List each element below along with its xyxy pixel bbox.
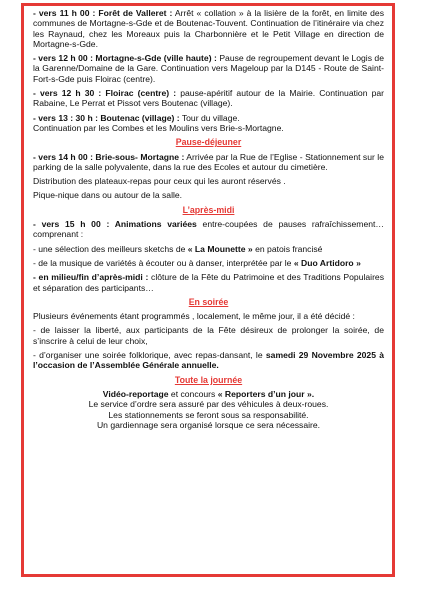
line-stationnements: Les stationnements se feront sous sa responsabilité.: [108, 409, 309, 420]
item-text: clôture de la Fête du Patrimoine et des Traditions Populaires et séparation des participants…: [33, 272, 385, 293]
list-item-soiree-folklorique: [33, 350, 384, 371]
item-bold: « Duo Artidoro »: [293, 257, 361, 268]
paragraph-brie: [33, 152, 384, 173]
time-heading: - vers 13 : 30 h : Boutenac (village) :: [33, 112, 180, 123]
time-heading: - en milieu/fin d’après-midi :: [33, 272, 149, 283]
line-gardiennage: Un gardiennage sera organisé lorsque ce sera nécessaire.: [96, 419, 321, 430]
list-item-cloture: [33, 272, 384, 293]
list-item-liberte: - de laisser la liberté, aux participants de la Fête désireux de prolonger la soirée, de s’inscrire à celui de leur choix,: [33, 325, 384, 346]
paragraph-animations: [33, 219, 384, 240]
time-heading: - vers 11 h 00 : Forêt de Valleret :: [33, 8, 173, 18]
paragraph-pique-nique: Pique-nique dans ou autour de la salle.: [33, 190, 183, 201]
time-heading: - vers 15 h 00 : Animations variées: [33, 219, 197, 230]
section-heading-pause-dejeuner: Pause-déjeuner: [175, 137, 242, 148]
section-heading-en-soiree: En soirée: [188, 296, 229, 307]
paragraph-distribution: Distribution des plateaux-repas pour ceux qui les auront réservés .: [33, 176, 286, 187]
paragraph-text: pause-apéritif autour de la Mairie. Continuation par Rabaine, Le Perrat et Pissot vers Boutenac (village).: [33, 88, 384, 109]
item-text: - une sélection des meilleurs sketchs de: [33, 243, 188, 254]
item-text: et concours: [168, 388, 218, 399]
section-heading-apres-midi: L’après-midi: [182, 204, 235, 215]
paragraph-boutenac-continuation: Continuation par les Combes et les Moulins vers Brie-s-Mortagne.: [33, 122, 284, 133]
paragraph-mortagne: [33, 53, 384, 84]
item-text: - d’organiser une soirée folklorique, avec repas-dansant, le: [33, 350, 266, 361]
paragraph-text: Tour du village.: [179, 112, 240, 123]
paragraph-text: entre-coupées de pauses rafraîchissement… comprenant :: [33, 219, 384, 240]
time-heading: - vers 12 h 30 : Floirac (centre) :: [33, 88, 177, 99]
paragraph-boutenac: [33, 113, 384, 123]
item-bold: « La Mounette »: [187, 243, 253, 254]
line-video-reportage: [33, 389, 384, 399]
paragraph-evenements: Plusieurs événements étant programmés , localement, le même jour, il a été décidé :: [33, 311, 355, 322]
item-text: en patois francisé: [252, 243, 323, 254]
list-item-mounette: [33, 244, 384, 254]
program-frame: [21, 3, 395, 577]
paragraph-text: Arrivée par la Rue de l’Eglise - Stationnement sur le parking de la salle polyvalente, dans la rue des Ecoles et autour du cimetière.: [33, 151, 384, 172]
paragraph-foret-valleret: [33, 8, 384, 49]
time-heading: - vers 14 h 00 : Brie-sous- Mortagne :: [33, 151, 185, 162]
time-heading: - vers 12 h 00 : Mortagne-s-Gde (ville haute) :: [33, 53, 217, 64]
list-item-musique: [33, 258, 384, 268]
section-heading-toute-la-journee: Toute la journée: [174, 374, 243, 385]
item-text: - de la musique de variétés à écouter ou à danser, interprétée par le: [33, 257, 294, 268]
item-bold: samedi 29 Novembre 2025 à l’occasion de l’Assemblée Générale annuelle.: [33, 350, 385, 371]
paragraph-text: Pause de regroupement devant le Logis de la Garenne/Domaine de la Gare. Continuation vers Mageloup par la D145 - Route de Saint-Fort-s-Gde puis Floirac (centre).: [33, 53, 384, 84]
paragraph-text: Arrêt « collation » à la lisière de la forêt, en limite des communes de Mortagne-s-Gde et de Boutenac-Touvent. Continuation de l’itinéraire via chez les Raynaud, chez les Moreaux puis la Charbonnière et le Petit Village en direction de Mortagne-s-Gde.: [33, 8, 384, 49]
line-service-ordre: Le service d’ordre sera assuré par des véhicules à deux-roues.: [88, 399, 329, 410]
paragraph-floirac: [33, 88, 384, 109]
item-bold: « Reporters d’un jour ».: [217, 388, 315, 399]
item-bold: Vidéo-reportage: [102, 388, 169, 399]
